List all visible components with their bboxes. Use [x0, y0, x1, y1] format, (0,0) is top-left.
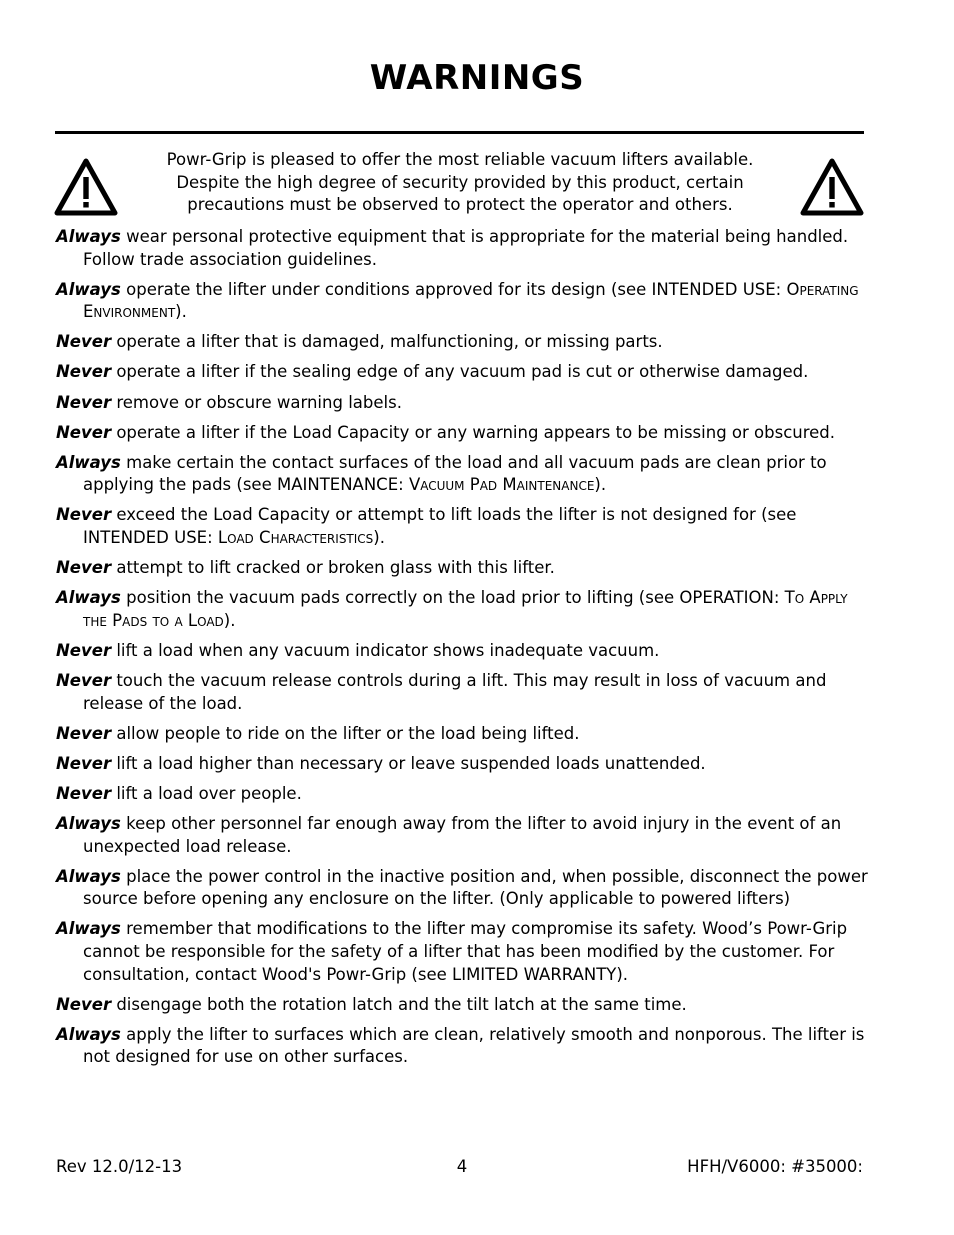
warning-keyword: Never: [56, 640, 112, 660]
warning-item: [56, 813, 876, 858]
warning-item: [56, 452, 876, 497]
warning-item: [56, 392, 876, 415]
warning-keyword: Always: [56, 452, 121, 472]
warning-triangle-icon: [54, 157, 118, 217]
warning-item: [56, 640, 876, 663]
intro-paragraph: [150, 149, 770, 217]
warning-item: [56, 331, 876, 354]
warning-keyword: Never: [56, 505, 112, 525]
warning-keyword: Never: [56, 783, 112, 803]
warning-text-tail: ).: [223, 610, 236, 630]
intro-line: Despite the high degree of security provided by this product, certain: [176, 172, 744, 192]
warning-text: apply the lifter to surfaces which are clean, relatively smooth and nonporous. The lifter is not designed for use on other surfaces.: [83, 1024, 865, 1067]
warning-text: lift a load over people.: [111, 783, 302, 803]
warning-list: [56, 226, 876, 1076]
warning-item: [56, 557, 876, 580]
warning-text: remember that modifications to the lifter may compromise its safety. Wood’s Powr-Grip cannot be responsible for the safety of a lifter that has been modified by the customer. For consultation, contact Wood's Powr-Grip (see LIMITED WARRANTY).: [83, 919, 848, 984]
section-reference: Load Characteristics: [217, 528, 374, 548]
intro-line: Powr-Grip is pleased to offer the most reliable vacuum lifters available.: [166, 150, 754, 169]
warning-text: lift a load when any vacuum indicator shows inadequate vacuum.: [111, 640, 660, 660]
warning-item: [56, 783, 876, 806]
warning-text: keep other personnel far enough away from the lifter to avoid injury in the event of an unexpected load release.: [83, 813, 842, 856]
warning-keyword: Always: [56, 813, 121, 833]
section-reference: Vacuum Pad Maintenance: [408, 475, 595, 495]
warning-keyword: Never: [56, 362, 112, 382]
warning-text: make certain the contact surfaces of the load and all vacuum pads are clean prior to applying the pads (see MAINTENANCE:: [83, 452, 827, 495]
warning-keyword: Never: [56, 332, 112, 352]
warning-item: [56, 504, 876, 549]
warning-item: [56, 422, 876, 445]
warning-text: attempt to lift cracked or broken glass with this lifter.: [111, 558, 555, 578]
warning-item: [56, 279, 876, 324]
warning-text-tail: ).: [373, 528, 385, 548]
warning-keyword: Always: [56, 1024, 121, 1044]
warning-text: remove or obscure warning labels.: [111, 392, 402, 412]
warning-text: lift a load higher than necessary or leave suspended loads unattended.: [111, 753, 706, 773]
footer-revision: Rev 12.0/12-13: [56, 1157, 183, 1176]
warning-text: allow people to ride on the lifter or the load being lifted.: [111, 723, 580, 743]
warning-item: [56, 1024, 876, 1069]
footer-page-number: 4: [456, 1157, 468, 1176]
warning-keyword: Never: [56, 422, 112, 442]
warning-keyword: Never: [56, 392, 112, 412]
title-rule: [55, 131, 864, 134]
warning-text: place the power control in the inactive position and, when possible, disconnect the power source before opening any enclosure on the lifter. (Only applicable to powered lifters): [83, 866, 868, 909]
warning-text: position the vacuum pads correctly on the load prior to lifting (see OPERATION:: [120, 588, 785, 608]
warning-keyword: Never: [56, 558, 112, 578]
section-reference: To Apply the Pads to a Load: [83, 588, 848, 630]
intro-line: precautions must be observed to protect the operator and others.: [187, 195, 733, 214]
warning-keyword: Always: [56, 866, 121, 886]
page-title: WARNINGS: [369, 58, 585, 98]
warning-item: [56, 918, 876, 986]
warning-text: operate a lifter if the Load Capacity or any warning appears to be missing or obscured.: [111, 422, 836, 442]
warning-triangle-icon: [800, 157, 864, 217]
warning-text: exceed the Load Capacity or attempt to lift loads the lifter is not designed for (see INTENDED USE:: [83, 505, 797, 548]
warning-item: [56, 753, 876, 776]
warning-keyword: Never: [56, 671, 112, 690]
warning-item: [56, 994, 876, 1017]
warning-keyword: Never: [56, 994, 112, 1014]
warning-text: touch the vacuum release controls during a lift. This may result in loss of vacuum and release of the load.: [83, 671, 827, 713]
footer-model-number: HFH/V6000: #35000:: [687, 1157, 863, 1176]
warning-text: operate the lifter under conditions approved for its design (see INTENDED USE:: [120, 279, 787, 299]
warning-keyword: Always: [56, 279, 121, 299]
warning-text: operate a lifter that is damaged, malfunctioning, or missing parts.: [111, 332, 663, 352]
warning-keyword: Always: [56, 919, 121, 939]
warning-item: [56, 670, 876, 715]
warning-text-tail: ).: [594, 475, 607, 495]
warning-keyword: Always: [56, 588, 121, 608]
warning-text: disengage both the rotation latch and the tilt latch at the same time.: [111, 994, 687, 1014]
warning-item: [56, 361, 876, 384]
warning-item: [56, 226, 876, 271]
warning-keyword: Never: [56, 753, 112, 773]
warning-text: wear personal protective equipment that is appropriate for the material being handled. Follow trade association guidelines.: [83, 227, 849, 269]
warning-text-tail: ).: [175, 302, 187, 322]
warning-keyword: Never: [56, 723, 112, 743]
section-reference: Operating Environment: [83, 279, 859, 322]
warning-item: [56, 723, 876, 746]
warning-keyword: Always: [56, 227, 121, 246]
warning-item: [56, 866, 876, 911]
warning-item: [56, 587, 876, 632]
warning-text: operate a lifter if the sealing edge of any vacuum pad is cut or otherwise damaged.: [111, 362, 809, 382]
